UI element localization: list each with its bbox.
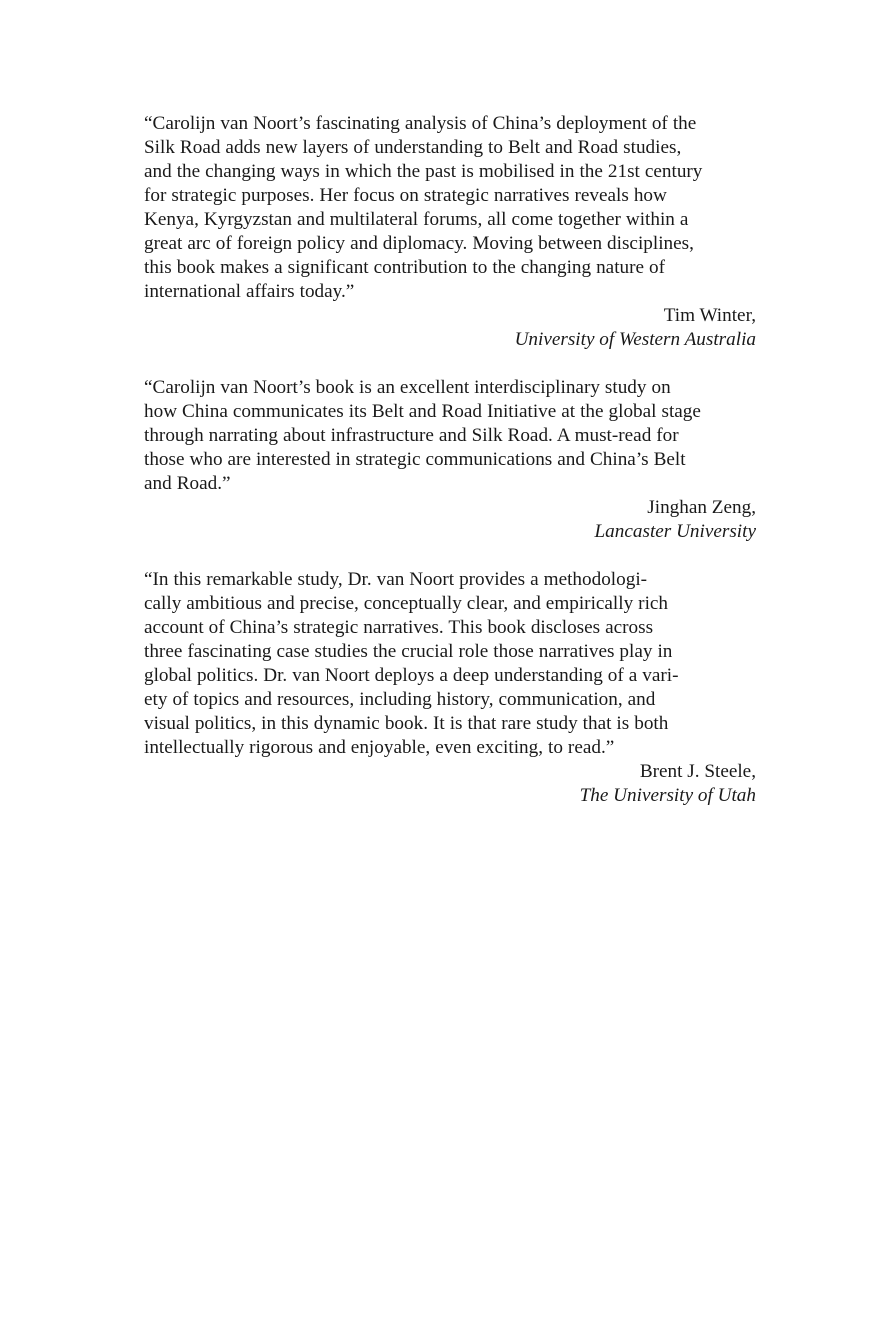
quote-line: Silk Road adds new layers of understanding to Belt and Road studies, xyxy=(144,137,682,158)
endorser-affiliation: University of Western Australia xyxy=(514,329,756,350)
quote-line: great arc of foreign policy and diplomacy. Moving between disciplines, xyxy=(144,233,694,254)
quote-line: for strategic purposes. Her focus on strategic narratives reveals how xyxy=(144,185,667,206)
quote-line: visual politics, in this dynamic book. It is that rare study that is both xyxy=(144,713,669,734)
quote-line: this book makes a significant contribution to the changing nature of xyxy=(144,257,666,278)
section-spacer xyxy=(144,352,756,376)
endorser-name: Brent J. Steele, xyxy=(639,761,756,782)
quote-line: cally ambitious and precise, conceptually clear, and empirically rich xyxy=(144,593,669,614)
quote-line: and the changing ways in which the past is mobilised in the 21st century xyxy=(144,161,703,182)
quote-line: “Carolijn van Noort’s book is an excellent interdisciplinary study on xyxy=(144,377,671,398)
endorser-name: Jinghan Zeng, xyxy=(647,497,756,518)
endorsement-tim-winter xyxy=(144,112,756,352)
endorser-name: Tim Winter, xyxy=(663,305,756,326)
quote-line: account of China’s strategic narratives. This book discloses across xyxy=(144,617,654,638)
endorsement-jinghan-zeng xyxy=(144,376,756,544)
quote-line: those who are interested in strategic communications and China’s Belt xyxy=(144,449,686,470)
endorsement-quote xyxy=(144,112,756,304)
quote-line: ety of topics and resources, including history, communication, and xyxy=(144,689,656,710)
endorser-affiliation: The University of Utah xyxy=(579,785,756,806)
endorsements-page xyxy=(144,112,756,808)
endorsement-quote xyxy=(144,376,756,496)
endorsement-brent-steele xyxy=(144,568,756,808)
quote-line: Kenya, Kyrgyzstan and multilateral forums, all come together within a xyxy=(144,209,689,230)
endorsement-attribution xyxy=(144,304,756,352)
quote-line: international affairs today.” xyxy=(144,281,355,302)
endorser-affiliation: Lancaster University xyxy=(594,521,756,542)
quote-line: three fascinating case studies the crucial role those narratives play in xyxy=(144,641,673,662)
quote-line: through narrating about infrastructure and Silk Road. A must-read for xyxy=(144,425,679,446)
quote-line: how China communicates its Belt and Road Initiative at the global stage xyxy=(144,401,701,422)
quote-line: and Road.” xyxy=(144,473,231,494)
quote-line: intellectually rigorous and enjoyable, even exciting, to read.” xyxy=(144,737,615,758)
quote-line: “In this remarkable study, Dr. van Noort provides a methodologi- xyxy=(144,569,648,590)
endorsement-quote xyxy=(144,568,756,760)
quote-line: “Carolijn van Noort’s fascinating analysis of China’s deployment of the xyxy=(144,113,697,134)
endorsement-attribution xyxy=(144,496,756,544)
quote-line: global politics. Dr. van Noort deploys a deep understanding of a vari- xyxy=(144,665,679,686)
endorsement-attribution xyxy=(144,760,756,808)
section-spacer xyxy=(144,544,756,568)
